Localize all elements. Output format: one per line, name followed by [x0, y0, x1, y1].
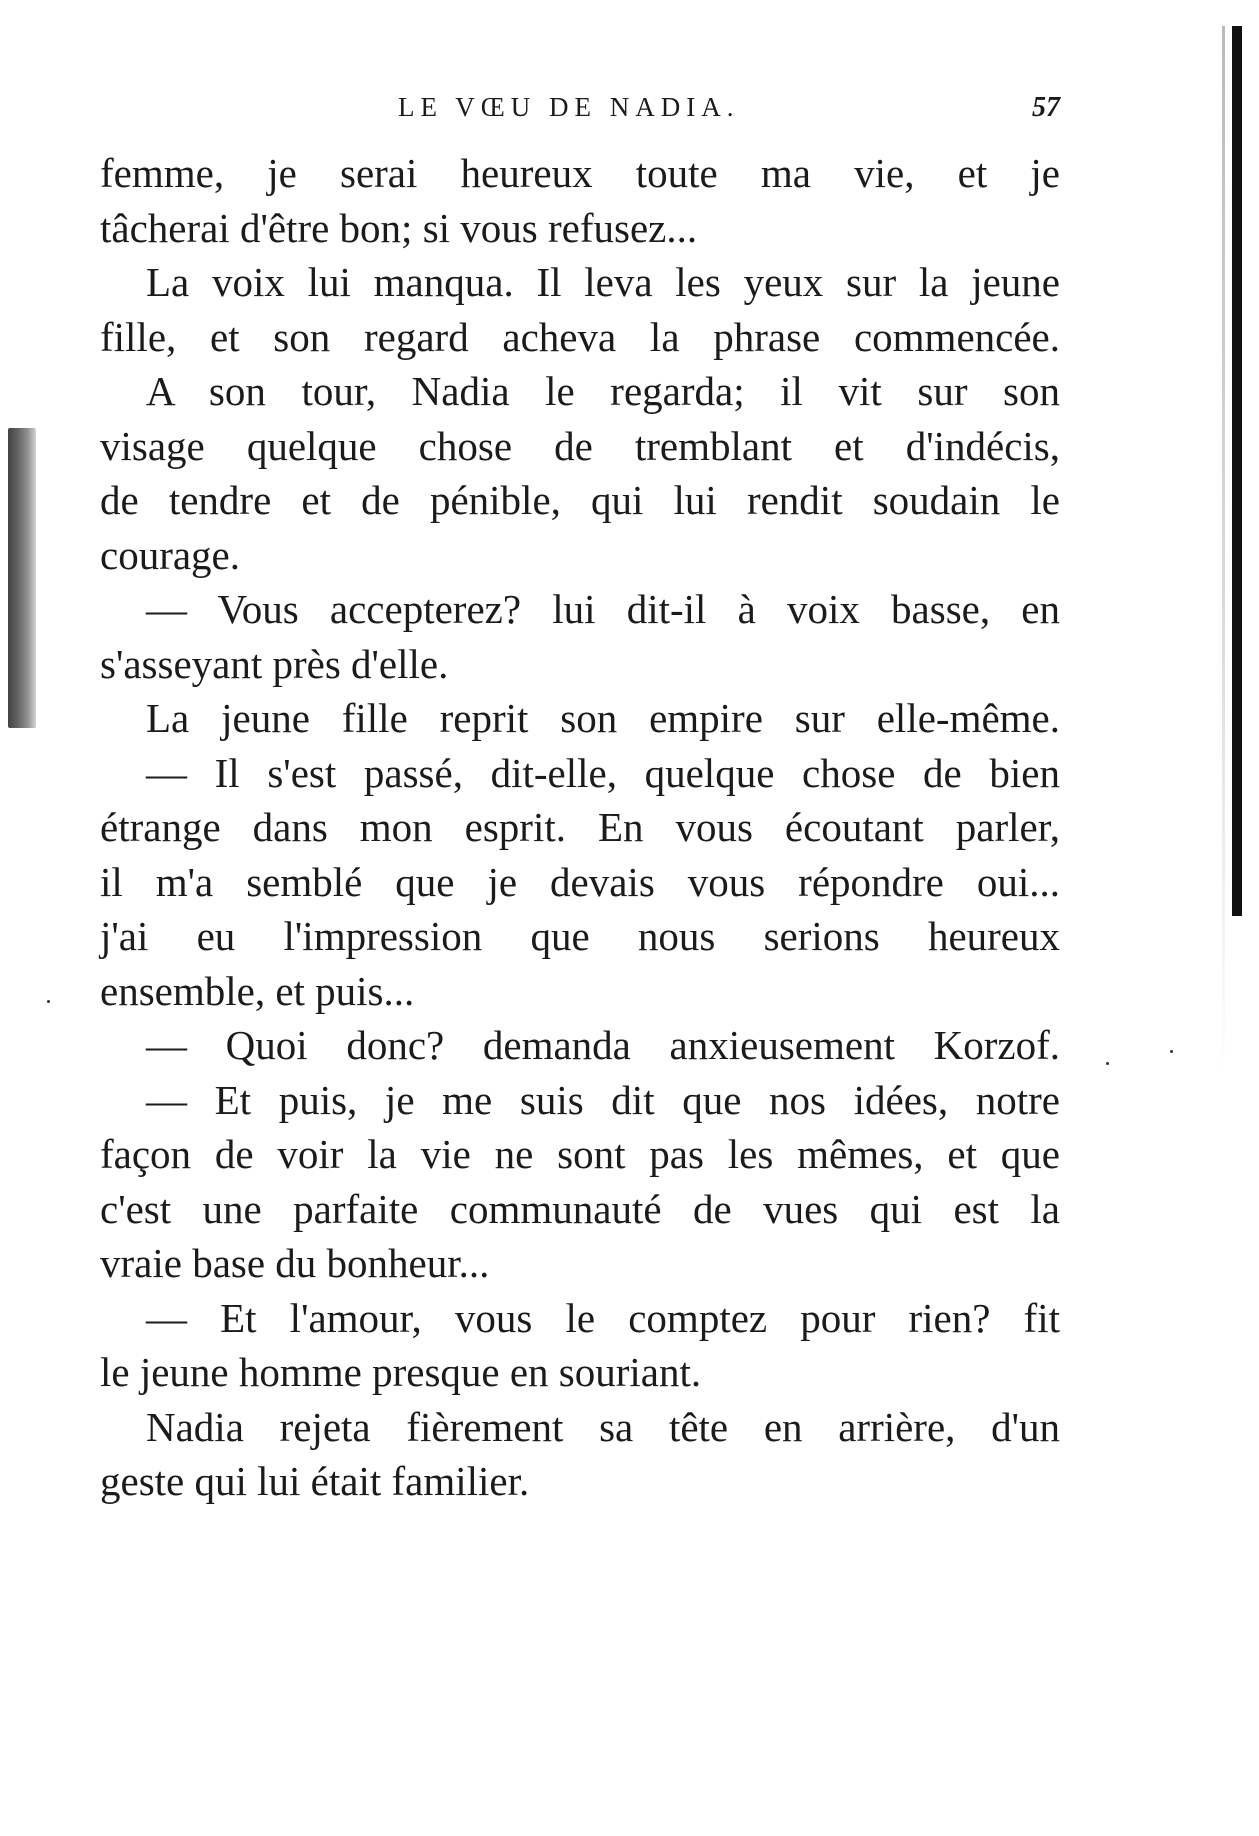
scan-edge-right-faint: [1222, 26, 1225, 1076]
running-header: [100, 92, 1060, 132]
scan-speck: [1106, 1062, 1109, 1065]
text-line: vraie base du bonheur...: [100, 1240, 490, 1286]
scan-shadow-left: [8, 428, 36, 728]
text-line: visage quelque chose de tremblant et d'indécis,: [100, 422, 1060, 469]
text-line: femme, je serai heureux toute ma vie, et je: [100, 150, 1060, 196]
text-line: le jeune homme presque en souriant.: [100, 1349, 702, 1395]
text-line: — Vous accepterez? lui dit-il à voix basse, en: [146, 586, 1060, 632]
body-text: [100, 146, 1060, 1509]
scan-speck: [47, 1000, 50, 1003]
text-line: courage.: [100, 531, 240, 578]
running-title: LE VŒU DE NADIA.: [398, 92, 740, 122]
text-line: La voix lui manqua. Il leva les yeux sur la jeune: [146, 259, 1060, 305]
text-line: — Et puis, je me suis dit que nos idées, notre: [146, 1076, 1060, 1123]
text-line: fille, et son regard acheva la phrase commencée.: [100, 313, 1060, 360]
text-line: de tendre et de pénible, qui lui rendit soudain le: [100, 477, 1060, 523]
text-line: ensemble, et puis...: [100, 967, 415, 1014]
text-line: façon de voir la vie ne sont pas les mêmes, et que: [100, 1131, 1060, 1177]
page-number: 57: [1032, 92, 1060, 123]
text-line: — Il s'est passé, dit-elle, quelque chose de bien: [146, 749, 1060, 796]
text-line: s'asseyant près d'elle.: [100, 640, 449, 687]
text-line: c'est une parfaite communauté de vues qui est la: [100, 1185, 1060, 1232]
text-line: — Et l'amour, vous le comptez pour rien? fit: [146, 1294, 1060, 1341]
text-line: A son tour, Nadia le regarda; il vit sur son: [146, 368, 1060, 414]
scan-edge-right: [1232, 26, 1242, 916]
text-line: Nadia rejeta fièrement sa tête en arrière, d'un: [146, 1403, 1060, 1450]
text-line: étrange dans mon esprit. En vous écoutant parler,: [100, 804, 1060, 850]
text-line: il m'a semblé que je devais vous répondre oui...: [100, 858, 1060, 905]
text-line: — Quoi donc? demanda anxieusement Korzof.: [146, 1022, 1060, 1068]
scan-speck: [1170, 1050, 1173, 1053]
text-line: geste qui lui était familier.: [100, 1458, 530, 1504]
text-line: j'ai eu l'impression que nous serions heureux: [100, 913, 1060, 959]
text-line: La jeune fille reprit son empire sur elle-même.: [146, 695, 1060, 741]
text-line: tâcherai d'être bon; si vous refusez...: [100, 204, 698, 251]
